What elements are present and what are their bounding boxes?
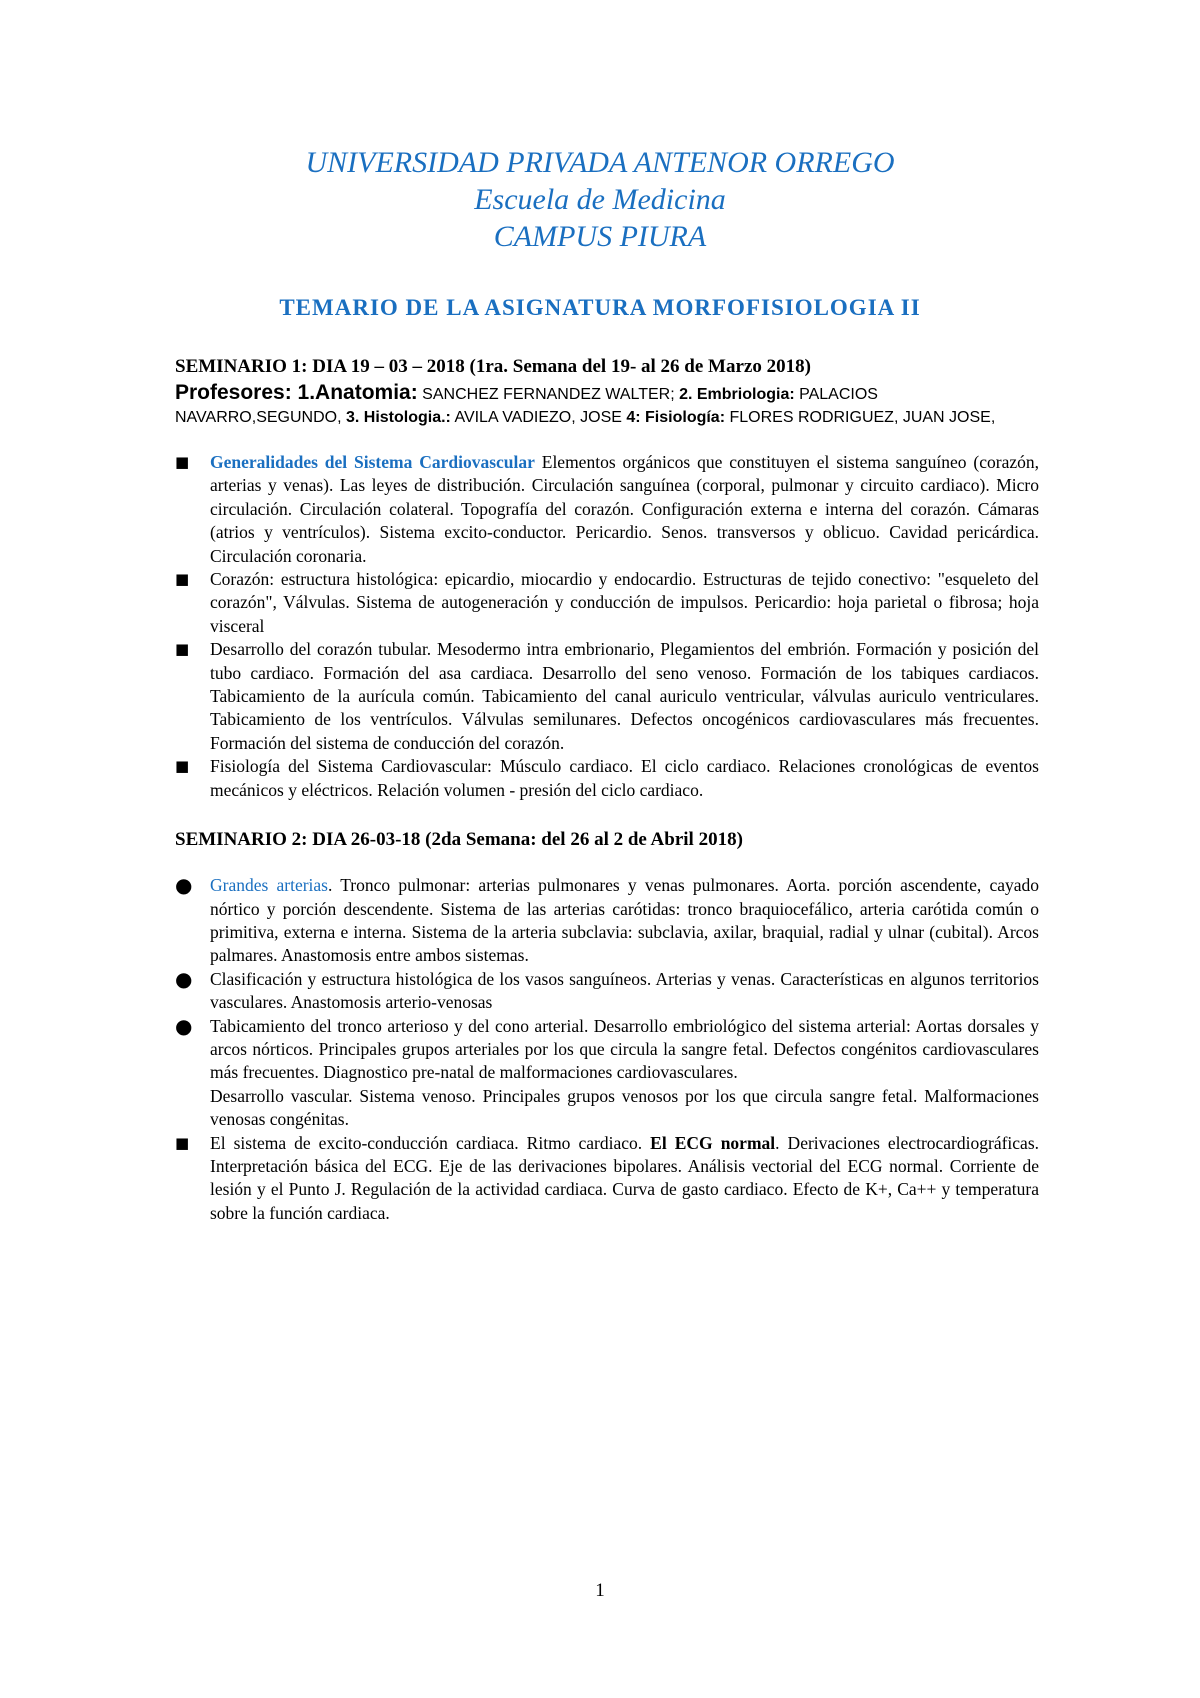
topic-text: Clasificación y estructura histológica de los vasos sanguíneos. Arterias y venas. Características en algunos territorios vasculares. Anastomosis arterio-venosas bbox=[210, 968, 1039, 1013]
seminar-2-topics bbox=[175, 874, 1039, 1225]
list-item bbox=[175, 638, 1039, 755]
professor-embriologia: PALACIOS NAVARRO,SEGUNDO, bbox=[175, 386, 878, 426]
campus-name: CAMPUS PIURA bbox=[493, 220, 707, 253]
list-item bbox=[175, 1015, 1039, 1132]
topic-text: Corazón: estructura histológica: epicardio, miocardio y endocardio. Estructuras de tejido conectivo: "esqueleto del corazón", Válvulas. Sistema de autogeneración y conducción de impulsos. Pericardio: hoja parietal o fibrosa; hoja visceral bbox=[210, 569, 1039, 636]
list-item bbox=[175, 1132, 1039, 1226]
page-number: 1 bbox=[595, 1580, 605, 1601]
square-bullet-icon: ■ bbox=[175, 640, 190, 659]
professor-fisiologia: FLORES RODRIGUEZ, JUAN JOSE, bbox=[725, 409, 996, 426]
document-header bbox=[0, 144, 1200, 255]
square-bullet-icon: ■ bbox=[175, 1133, 190, 1152]
topic-text: El sistema de excito-conducción cardiaca. Ritmo cardiaco. bbox=[210, 1132, 651, 1153]
topic-lead: Generalidades del Sistema Cardiovascular bbox=[210, 452, 535, 472]
list-item bbox=[175, 451, 1039, 568]
topic-text: Desarrollo del corazón tubular. Mesodermo intra embrionario, Plegamientos del embrión. Formación y posición del tubo cardiaco. Formación del asa cardiaca. Desarrollo del seno venoso. Formación de los tabiques cardiacos. Tabicamiento de la aurícula común. Tabicamiento del canal auriculo ventricular, válvulas auriculo ventriculares. Tabicamiento de los ventrículos. Válvulas semilunares. Defectos oncogénicos cardiovasculares más frecuentes. Formación del sistema de conducción del corazón. bbox=[210, 639, 1039, 753]
seminar-1-topics bbox=[175, 451, 1039, 802]
professors-label: Profesores: 1.Anatomia: bbox=[175, 381, 418, 404]
professor-fisiologia-label: 4: Fisiología: bbox=[626, 409, 726, 426]
professors-list bbox=[175, 381, 1039, 429]
list-item bbox=[175, 874, 1039, 968]
seminar-2-heading: SEMINARIO 2: DIA 26-03-18 (2da Semana: del 26 al 2 de Abril 2018) bbox=[175, 829, 743, 851]
topic-text: . Tronco pulmonar: arterias pulmonares y venas pulmonares. Aorta. porción ascendente, cayado nórtico y porción descendente. Sistema de las arterias carótidas: tronco braquiocefálico, arteria carótida común o primitiva, externa e interna. Sistema de la arteria subclavia: subclavia, axilar, braquial, radial y ulnar (cubital). Arcos palmares. Anastomosis entre ambos sistemas. bbox=[210, 875, 1039, 966]
document-body bbox=[175, 355, 1039, 1225]
square-bullet-icon: ■ bbox=[175, 757, 190, 776]
professor-embriologia-label: 2. Embriologia: bbox=[679, 386, 795, 403]
square-bullet-icon: ■ bbox=[175, 570, 190, 589]
list-item bbox=[175, 568, 1039, 638]
topic-lead: Grandes arterias bbox=[210, 875, 328, 896]
temario-title: TEMARIO DE LA ASIGNATURA MORFOFISIOLOGIA II bbox=[279, 295, 921, 320]
university-name: UNIVERSIDAD PRIVADA ANTENOR ORREGO bbox=[305, 146, 895, 179]
square-bullet-icon: ■ bbox=[175, 453, 190, 471]
list-item bbox=[175, 755, 1039, 802]
professor-histologia-label: 3. Histologia.: bbox=[345, 409, 451, 426]
seminar-1-heading: SEMINARIO 1: DIA 19 – 03 – 2018 (1ra. Semana del 19- al 26 de Marzo 2018) bbox=[175, 356, 811, 377]
round-bullet-icon: ● bbox=[175, 966, 193, 991]
topic-text: . Derivaciones electrocardiográficas. Interpretación básica del ECG. Eje de las derivaciones bipolares. Análisis vectorial del ECG normal. Corriente de lesión y el Punto J. Regulación de la actividad cardiaca. Curva de gasto cardiaco. Efecto de K+, Ca++ y temperatura sobre la función cardiaca. bbox=[210, 1132, 1040, 1223]
round-bullet-icon: ● bbox=[175, 1013, 193, 1038]
professor-anatomia: SANCHEZ FERNANDEZ WALTER; bbox=[417, 386, 680, 403]
topic-bold: El ECG normal bbox=[650, 1132, 776, 1153]
school-name: Escuela de Medicina bbox=[474, 183, 726, 216]
professor-histologia: AVILA VADIEZO, JOSE bbox=[450, 409, 627, 426]
topic-text: Elementos orgánicos que constituyen el sistema sanguíneo (corazón, arterias y venas). Las leyes de distribución. Circulación sanguínea (corporal, pulmonar y circuito cardiaco). Micro circulación. Circulación colateral. Topografía del corazón. Configuración externa e interna del corazón. Cámaras (atrios y ventrículos). Sistema excito-conductor. Pericardio. Senos. transversos y oblicuo. Cavidad pericárdica. Circulación coronaria. bbox=[210, 452, 1039, 566]
topic-text: Tabicamiento del tronco arterioso y del cono arterial. Desarrollo embriológico del sistema arterial: Aortas dorsales y arcos nórticos. Principales grupos arteriales por los que circula la sangre fetal. Defectos congénitos cardiovasculares más frecuentes. Diagnostico pre-natal de malformaciones cardiovasculares. bbox=[210, 1015, 1039, 1083]
topic-text: Fisiología del Sistema Cardiovascular: Músculo cardiaco. El ciclo cardiaco. Relaciones cronológicas de eventos mecánicos y eléctricos. Relación volumen - presión del ciclo cardiaco. bbox=[210, 756, 1039, 800]
topic-subtext: Desarrollo vascular. Sistema venoso. Principales grupos venosos por los que circula sangre fetal. Malformaciones venosas congénitas. bbox=[210, 1085, 1039, 1130]
list-item bbox=[175, 968, 1039, 1015]
round-bullet-icon: ● bbox=[175, 873, 193, 898]
